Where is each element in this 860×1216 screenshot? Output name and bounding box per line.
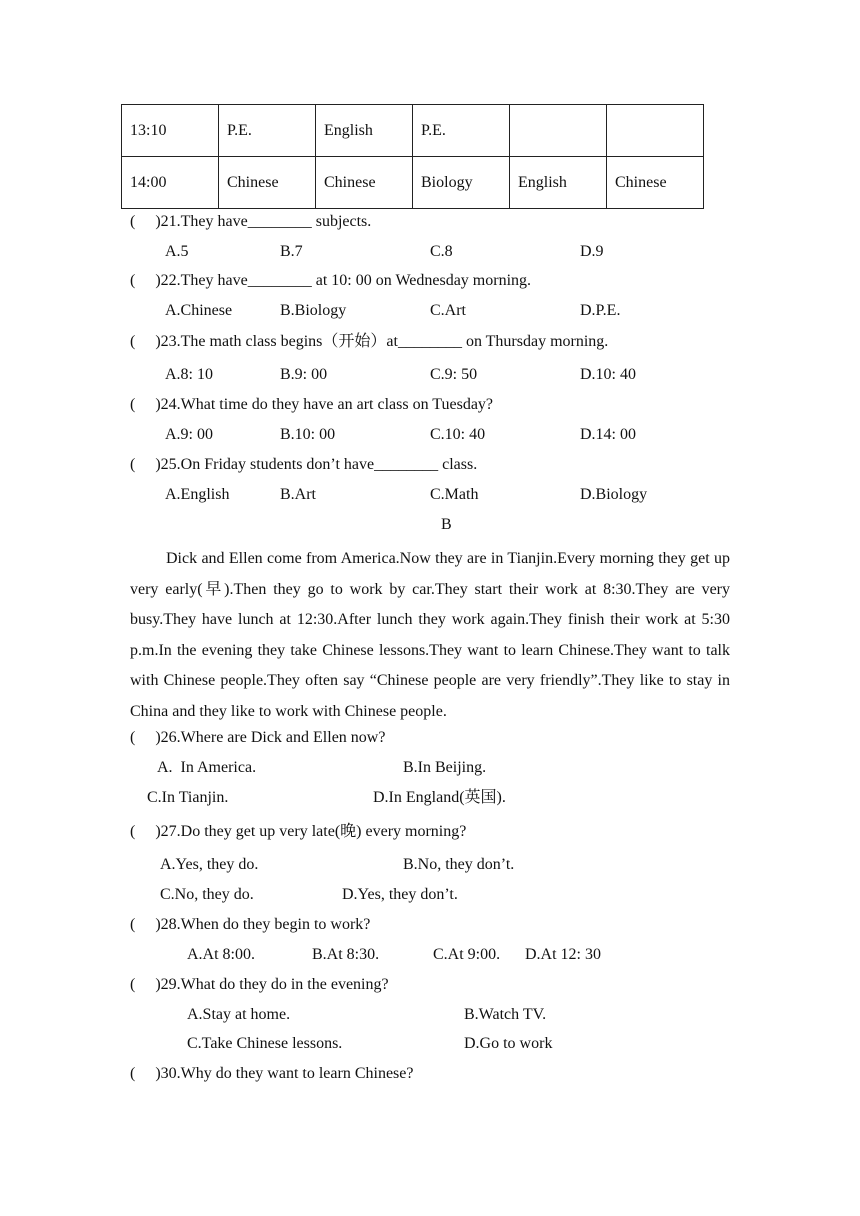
- option-a: A.8: 10: [165, 366, 213, 383]
- option-d: D.Yes, they don’t.: [342, 886, 458, 903]
- option-c: C.Math: [430, 486, 479, 503]
- option-d: D.At 12: 30: [525, 946, 601, 963]
- question-28: ( )28.When do they begin to work?: [130, 916, 371, 933]
- table-cell: 13:10: [122, 105, 219, 157]
- question-29: ( )29.What do they do in the evening?: [130, 976, 389, 993]
- table-cell: P.E.: [413, 105, 510, 157]
- option-d: D.In England(英国).: [373, 789, 506, 806]
- table-row: [122, 105, 704, 157]
- option-c: C.In Tianjin.: [147, 789, 229, 806]
- reading-passage: Dick and Ellen come from America.Now they are in Tianjin.Every morning they get up very early(早).Then they go to work by car.They start their work at 8:30.They are very busy.They have lunch at 12:30.After lunch they work again.They finish their work at 5:30 p.m.In the evening they take Chinese lessons.They want to learn Chinese.They want to talk with Chinese people.They often say “Chinese people are very friendly”.They like to stay in China and they like to work with Chinese people.: [130, 550, 730, 720]
- question-30: ( )30.Why do they want to learn Chinese?: [130, 1065, 414, 1082]
- table-cell: Chinese: [219, 157, 316, 209]
- table-cell: Chinese: [607, 157, 704, 209]
- option-d: D.9: [580, 243, 604, 260]
- option-b: B.No, they don’t.: [403, 856, 515, 873]
- table-cell: P.E.: [219, 105, 316, 157]
- table-cell: 14:00: [122, 157, 219, 209]
- option-c: C.10: 40: [430, 426, 486, 443]
- table-cell: English: [316, 105, 413, 157]
- option-b: B.9: 00: [280, 366, 328, 383]
- option-c: C.8: [430, 243, 453, 260]
- option-b: B.In Beijing.: [403, 759, 487, 776]
- table-cell: [510, 105, 607, 157]
- option-a: A.At 8:00.: [187, 946, 255, 963]
- option-d: D.Biology: [580, 486, 648, 503]
- table-row: [122, 157, 704, 209]
- question-26: ( )26.Where are Dick and Ellen now?: [130, 729, 386, 746]
- option-c: C.9: 50: [430, 366, 478, 383]
- table-cell: English: [510, 157, 607, 209]
- question-24: ( )24.What time do they have an art class on Tuesday?: [130, 396, 494, 413]
- option-a: A. In America.: [157, 759, 257, 776]
- option-c: C.Art: [430, 302, 466, 319]
- option-a: A.Chinese: [165, 302, 233, 319]
- option-a: A.5: [165, 243, 189, 260]
- timetable: [121, 104, 704, 209]
- option-b: B.7: [280, 243, 303, 260]
- option-b: B.Watch TV.: [464, 1006, 547, 1023]
- option-b: B.Biology: [280, 302, 347, 319]
- option-c: C.No, they do.: [160, 886, 254, 903]
- option-d: D.P.E.: [580, 302, 621, 319]
- question-25: ( )25.On Friday students don’t have________ class.: [130, 456, 478, 473]
- option-c: C.At 9:00.: [433, 946, 501, 963]
- option-b: B.Art: [280, 486, 316, 503]
- option-a: A.English: [165, 486, 230, 503]
- section-heading: B: [441, 516, 452, 533]
- option-b: B.At 8:30.: [312, 946, 380, 963]
- question-23: ( )23.The math class begins（开始）at________ on Thursday morning.: [130, 333, 609, 350]
- option-a: A.Yes, they do.: [160, 856, 259, 873]
- option-a: A.Stay at home.: [187, 1006, 291, 1023]
- option-c: C.Take Chinese lessons.: [187, 1035, 343, 1052]
- question-21: ( )21.They have________ subjects.: [130, 213, 372, 230]
- question-22: ( )22.They have________ at 10: 00 on Wednesday morning.: [130, 272, 532, 289]
- option-d: D.10: 40: [580, 366, 636, 383]
- table-cell: [607, 105, 704, 157]
- option-d: D.14: 00: [580, 426, 636, 443]
- option-a: A.9: 00: [165, 426, 213, 443]
- option-b: B.10: 00: [280, 426, 336, 443]
- table-cell: Biology: [413, 157, 510, 209]
- question-27: ( )27.Do they get up very late(晚) every morning?: [130, 823, 467, 840]
- table-cell: Chinese: [316, 157, 413, 209]
- option-d: D.Go to work: [464, 1035, 553, 1052]
